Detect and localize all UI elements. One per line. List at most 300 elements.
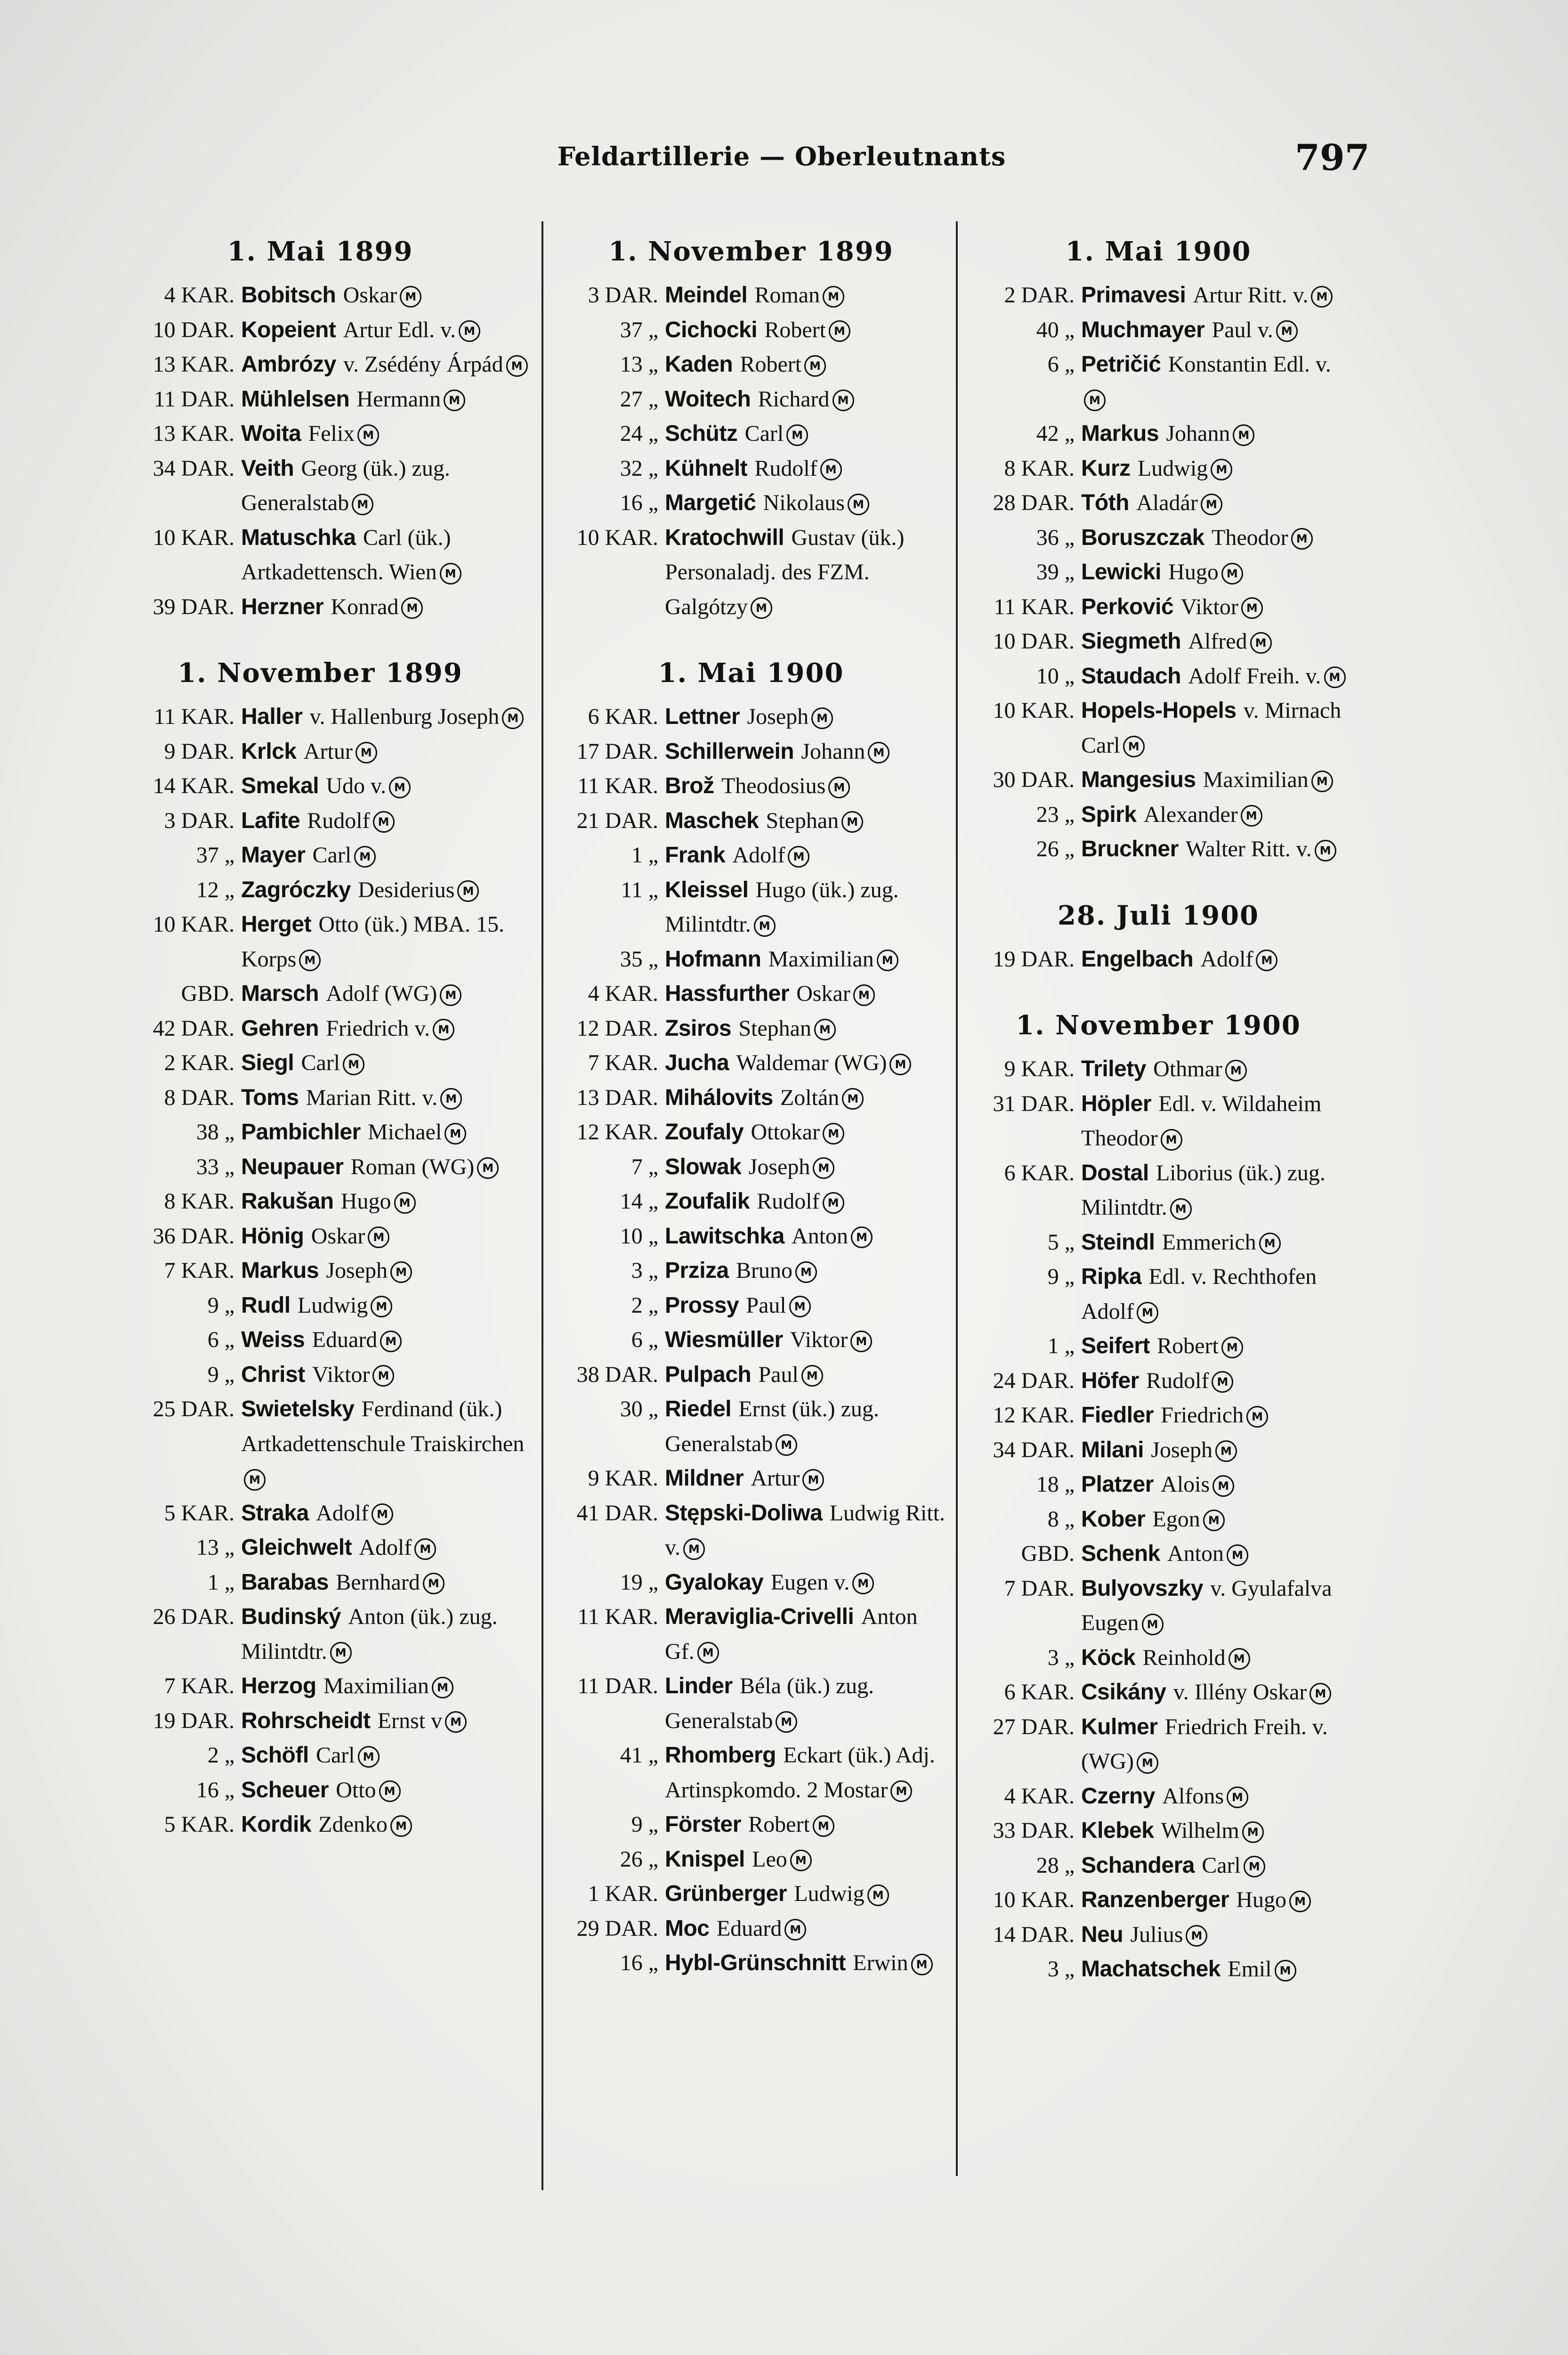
- unit-rank: 29 DAR.: [576, 1916, 658, 1941]
- surname: Neu: [1081, 1922, 1123, 1947]
- officer-entry: [108, 1323, 532, 1357]
- medal-m-icon: M: [868, 742, 889, 763]
- unit-rank: 7 KAR.: [588, 1050, 658, 1075]
- officer-text: [665, 1807, 951, 1842]
- officer-text: [241, 1046, 532, 1080]
- medal-m-icon: M: [352, 494, 373, 515]
- officer-entry: [108, 1288, 532, 1323]
- medal-m-icon: M: [1215, 1440, 1237, 1462]
- surname: Zagróczky: [241, 877, 351, 902]
- surname: Zoufalik: [665, 1189, 750, 1214]
- medal-m-icon: M: [1186, 1925, 1207, 1947]
- given-names: Zdenko: [318, 1812, 388, 1837]
- officer-entry: [551, 1946, 951, 1981]
- officer-text: [665, 1011, 951, 1046]
- given-names: Carl (ük.) Artkadettensch. Wien: [241, 525, 451, 585]
- surname: Rakušan: [241, 1189, 334, 1214]
- officer-entry: [965, 1848, 1351, 1883]
- officer-text: [241, 838, 532, 873]
- officer-entry: [551, 1357, 951, 1392]
- unit-rank: 14 KAR.: [153, 773, 234, 798]
- given-names: Friedrich v.: [326, 1015, 430, 1041]
- surname: Kratochwill: [665, 525, 784, 550]
- medal-m-icon: M: [1250, 632, 1272, 654]
- section-heading: 1. November 1899: [178, 658, 463, 689]
- given-names: Carl: [315, 1743, 355, 1768]
- unit-rank: 7 DAR.: [1004, 1575, 1075, 1601]
- officer-text: [1081, 278, 1351, 313]
- medal-m-icon: M: [390, 1815, 412, 1837]
- surname: Schöfl: [241, 1743, 309, 1768]
- officer-entry: [965, 1259, 1351, 1329]
- officer-text: [241, 1011, 532, 1046]
- officer-entry: [108, 1357, 532, 1392]
- officer-text: [1081, 832, 1351, 867]
- unit-rank: 3 DAR.: [588, 283, 658, 308]
- unit-rank: 11 KAR.: [994, 594, 1075, 619]
- officer-entry: [551, 1253, 951, 1288]
- officer-text: [241, 1253, 532, 1288]
- officer-entry: [108, 1773, 532, 1808]
- surname: Hönig: [241, 1223, 304, 1249]
- medal-m-icon: M: [848, 494, 869, 515]
- medal-m-icon: M: [823, 1123, 844, 1145]
- medal-m-icon: M: [889, 1054, 911, 1075]
- officer-entry: [965, 278, 1351, 313]
- surname: Schandera: [1081, 1852, 1195, 1878]
- unit-rank: 18 „: [1036, 1472, 1075, 1497]
- surname: Krlck: [241, 739, 297, 764]
- surname: Weiss: [241, 1327, 305, 1352]
- officer-entry: [551, 1461, 951, 1496]
- officer-entry: [965, 1813, 1351, 1848]
- given-names: Artur Ritt. v.: [1193, 283, 1309, 308]
- officer-entry: [108, 1669, 532, 1704]
- unit-rank: 1 „: [207, 1569, 234, 1595]
- given-names: Bruno: [736, 1258, 792, 1283]
- medal-m-icon: M: [445, 1123, 466, 1145]
- unit-rank: 31 DAR.: [993, 1091, 1075, 1116]
- unit-rank: 41 DAR.: [576, 1500, 658, 1526]
- officer-entry: [965, 520, 1351, 555]
- officer-entry: [965, 1952, 1351, 1987]
- medal-m-icon: M: [1241, 805, 1262, 827]
- officer-entry: [965, 1329, 1351, 1364]
- officer-text: [241, 1150, 532, 1185]
- surname: Frank: [665, 843, 726, 868]
- officer-text: [241, 1219, 532, 1254]
- section-heading: 1. Mai 1900: [658, 658, 844, 689]
- officer-entry: [965, 1467, 1351, 1502]
- officer-text: [665, 1219, 951, 1254]
- medal-m-icon: M: [1315, 840, 1336, 861]
- surname: Petričić: [1081, 352, 1161, 377]
- surname: Straka: [241, 1500, 309, 1526]
- officer-entry: [551, 1807, 951, 1842]
- medal-m-icon: M: [380, 1331, 402, 1352]
- surname: Scheuer: [241, 1777, 329, 1803]
- officer-text: [1081, 520, 1351, 555]
- given-names: Marian Ritt. v.: [306, 1085, 438, 1110]
- surname: Höpler: [1081, 1091, 1152, 1116]
- surname: Perković: [1081, 594, 1174, 619]
- surname: Pambichler: [241, 1120, 361, 1145]
- medal-m-icon: M: [1221, 563, 1243, 585]
- surname: Maschek: [665, 808, 759, 833]
- surname: Schenk: [1081, 1541, 1160, 1566]
- given-names: Paul v.: [1212, 317, 1273, 342]
- surname: Kober: [1081, 1506, 1146, 1532]
- given-names: Adolf: [732, 843, 785, 868]
- surname: Budinský: [241, 1604, 341, 1629]
- officer-text: [1081, 1848, 1351, 1883]
- officer-entry: [108, 1704, 532, 1738]
- officer-text: [665, 1184, 951, 1219]
- medal-m-icon: M: [330, 1642, 352, 1664]
- medal-m-icon: M: [754, 915, 776, 937]
- officer-entry: [965, 1675, 1351, 1710]
- officer-text: [241, 1115, 532, 1150]
- officer-entry: [965, 1364, 1351, 1398]
- medal-m-icon: M: [852, 1573, 874, 1594]
- given-names: Otto: [336, 1777, 376, 1803]
- given-names: Konstantin Edl. v.: [1168, 352, 1331, 377]
- surname: Stępski-Doliwa: [665, 1500, 823, 1526]
- officer-entry: [551, 416, 951, 451]
- given-names: Alexander: [1143, 802, 1238, 827]
- given-names: Ludwig: [794, 1881, 865, 1906]
- surname: Linder: [665, 1673, 733, 1698]
- medal-m-icon: M: [1233, 424, 1254, 446]
- surname: Lafite: [241, 808, 300, 833]
- surname: Riedel: [665, 1397, 732, 1421]
- officer-text: [1081, 763, 1351, 797]
- medal-m-icon: M: [1291, 528, 1313, 550]
- officer-text: [665, 942, 951, 977]
- officer-entry: [965, 590, 1351, 625]
- given-names: Anton: [1167, 1541, 1224, 1566]
- officer-entry: [108, 873, 532, 908]
- unit-rank: 23 „: [1036, 802, 1075, 827]
- officer-entry: [965, 1087, 1351, 1156]
- unit-rank: 11 DAR.: [577, 1673, 658, 1698]
- given-names: Anton Gf.: [665, 1604, 918, 1664]
- unit-rank: 19 DAR.: [993, 946, 1075, 972]
- given-names: Adolf (WG): [326, 981, 437, 1006]
- surname: Spirk: [1081, 802, 1137, 827]
- given-names: Ferdinand (ük.) Artkadettenschule Traiskirchen: [241, 1397, 525, 1456]
- unit-rank: 2 „: [631, 1292, 658, 1318]
- unit-rank: 10 DAR.: [993, 629, 1075, 654]
- officer-text: [1081, 416, 1351, 451]
- officer-text: [1081, 624, 1351, 659]
- given-names: Anton: [792, 1223, 849, 1249]
- medal-m-icon: M: [379, 1780, 401, 1802]
- medal-m-icon: M: [1244, 1856, 1265, 1877]
- unit-rank: GBD.: [181, 981, 234, 1006]
- given-names: Adolf: [316, 1500, 369, 1526]
- officer-text: [1081, 590, 1351, 625]
- medal-m-icon: M: [788, 846, 809, 868]
- officer-entry: [965, 451, 1351, 486]
- medal-m-icon: M: [841, 811, 863, 833]
- given-names: Maximilian: [323, 1673, 429, 1698]
- officer-text: [241, 734, 532, 769]
- medal-m-icon: M: [368, 1226, 389, 1248]
- given-names: Theodosius: [721, 773, 826, 798]
- surname: Milani: [1081, 1437, 1144, 1462]
- given-names: Carl: [744, 421, 784, 446]
- medal-m-icon: M: [1256, 950, 1277, 971]
- given-names: Rudolf: [1146, 1368, 1209, 1393]
- medal-m-icon: M: [1201, 494, 1222, 515]
- unit-rank: 38 „: [196, 1120, 234, 1145]
- officer-entry: [965, 1917, 1351, 1952]
- medal-m-icon: M: [389, 777, 411, 798]
- surname: Gleichwelt: [241, 1535, 352, 1560]
- unit-rank: 27 „: [620, 386, 658, 412]
- unit-rank: 4 KAR.: [1004, 1783, 1075, 1809]
- surname: Haller: [241, 704, 303, 729]
- officer-text: [665, 1046, 951, 1080]
- officer-entry: [551, 769, 951, 804]
- officer-text: [665, 313, 951, 348]
- given-names: Robert: [748, 1812, 810, 1837]
- officer-text: [1081, 1225, 1351, 1260]
- officer-text: [1081, 1156, 1351, 1225]
- officer-entry: [108, 416, 532, 451]
- surname: Schütz: [665, 421, 738, 446]
- officer-entry: [551, 1150, 951, 1185]
- officer-entry: [108, 1496, 532, 1531]
- given-names: Ludwig: [1137, 455, 1208, 481]
- medal-m-icon: M: [400, 286, 421, 308]
- officer-entry: [965, 1156, 1351, 1225]
- unit-rank: 7 KAR.: [164, 1258, 234, 1283]
- medal-m-icon: M: [299, 950, 321, 971]
- surname: Slowak: [665, 1154, 742, 1179]
- officer-entry: [965, 555, 1351, 590]
- given-names: Bernhard: [336, 1569, 420, 1595]
- unit-rank: 21 DAR.: [576, 808, 658, 833]
- officer-entry: [551, 699, 951, 734]
- unit-rank: 11 KAR.: [577, 1604, 658, 1629]
- medal-m-icon: M: [829, 320, 850, 342]
- given-names: Georg (ük.) zug. Generalstab: [241, 455, 450, 515]
- officer-entry: [965, 693, 1351, 763]
- medal-m-icon: M: [786, 424, 808, 446]
- medal-m-icon: M: [477, 1157, 499, 1179]
- unit-rank: 16 „: [196, 1777, 234, 1803]
- given-names: Oskar: [343, 283, 397, 308]
- given-names: Anton (ük.) zug. Milintdtr.: [241, 1604, 498, 1664]
- surname: Marsch: [241, 981, 319, 1006]
- officer-text: [241, 699, 532, 734]
- officer-text: [241, 278, 532, 313]
- officer-entry: [108, 1253, 532, 1288]
- officer-text: [241, 1530, 532, 1565]
- surname: Tóth: [1081, 490, 1129, 515]
- officer-entry: [551, 976, 951, 1011]
- given-names: Eduard: [716, 1916, 782, 1941]
- given-names: Walter Ritt. v.: [1186, 836, 1312, 861]
- officer-text: [241, 804, 532, 838]
- officer-entry: [551, 838, 951, 873]
- officer-text: [241, 873, 532, 908]
- page-number: 797: [1295, 137, 1370, 179]
- surname: Kurz: [1081, 455, 1131, 481]
- officer-entry: [965, 1225, 1351, 1260]
- given-names: Rudolf: [757, 1189, 820, 1214]
- officer-text: [241, 382, 532, 417]
- surname: Boruszczak: [1081, 525, 1204, 550]
- officer-entry: [551, 1011, 951, 1046]
- medal-m-icon: M: [354, 846, 376, 868]
- given-names: Paul: [746, 1292, 786, 1318]
- officer-text: [1081, 486, 1351, 520]
- given-names: Viktor: [790, 1327, 848, 1352]
- officer-text: [665, 769, 951, 804]
- given-names: Rudolf: [754, 455, 817, 481]
- unit-rank: 32 „: [620, 455, 658, 481]
- medal-m-icon: M: [911, 1954, 933, 1975]
- unit-rank: 1 KAR.: [588, 1881, 658, 1906]
- officer-text: [241, 769, 532, 804]
- surname: Czerny: [1081, 1783, 1156, 1809]
- surname: Bobitsch: [241, 283, 336, 308]
- officer-entry: [965, 797, 1351, 832]
- surname: Zoufaly: [665, 1120, 744, 1145]
- given-names: Alfons: [1162, 1783, 1224, 1809]
- unit-rank: 13 DAR.: [576, 1085, 658, 1110]
- given-names: Hugo: [1168, 560, 1219, 585]
- surname: Köck: [1081, 1645, 1136, 1670]
- column-2: [551, 236, 951, 1981]
- medal-m-icon: M: [506, 355, 528, 377]
- surname: Ambrózy: [241, 352, 336, 377]
- given-names: Hugo (ük.) zug. Milintdtr.: [665, 877, 899, 937]
- officer-text: [665, 838, 951, 873]
- officer-entry: [551, 1219, 951, 1254]
- officer-text: [1081, 1087, 1351, 1156]
- given-names: Friedrich Freih. v. (WG): [1081, 1714, 1328, 1774]
- officer-text: [665, 699, 951, 734]
- surname: Schillerwein: [665, 739, 794, 764]
- unit-rank: 13 „: [196, 1535, 234, 1560]
- medal-m-icon: M: [1211, 459, 1232, 480]
- unit-rank: 3 „: [1047, 1957, 1075, 1981]
- officer-text: [241, 1669, 532, 1704]
- medal-m-icon: M: [372, 1365, 394, 1387]
- unit-rank: 14 „: [620, 1189, 658, 1214]
- given-names: Hermann: [356, 386, 441, 412]
- officer-text: [1081, 1952, 1351, 1987]
- medal-m-icon: M: [804, 355, 826, 377]
- officer-entry: [551, 1115, 951, 1150]
- medal-m-icon: M: [890, 1780, 912, 1802]
- medal-m-icon: M: [842, 1088, 864, 1110]
- officer-text: [1081, 1052, 1351, 1087]
- medal-m-icon: M: [1225, 1060, 1247, 1081]
- officer-entry: [551, 278, 951, 313]
- unit-rank: 1 „: [1047, 1333, 1075, 1358]
- surname: Hopels-Hopels: [1081, 698, 1237, 723]
- officer-text: [241, 590, 532, 625]
- surname: Markus: [241, 1258, 319, 1283]
- officer-text: [665, 278, 951, 313]
- given-names: Hugo: [340, 1189, 391, 1214]
- officer-entry: [108, 1184, 532, 1219]
- officer-entry: [108, 838, 532, 873]
- unit-rank: 10 DAR.: [153, 317, 234, 342]
- surname: Markus: [1081, 421, 1159, 446]
- given-names: Carl: [301, 1050, 340, 1075]
- officer-text: [241, 520, 532, 590]
- officer-text: [1081, 1779, 1351, 1814]
- officer-text: [1081, 1467, 1351, 1502]
- officer-text: [1081, 1398, 1351, 1433]
- unit-rank: 2 DAR.: [1004, 283, 1075, 308]
- given-names: Ottokar: [751, 1120, 820, 1145]
- unit-rank: 6 „: [207, 1327, 234, 1352]
- surname: Veith: [241, 455, 294, 481]
- given-names: Viktor: [1180, 594, 1238, 619]
- surname: Toms: [241, 1085, 299, 1110]
- surname: Steindl: [1081, 1229, 1155, 1255]
- given-names: Ernst v: [377, 1708, 443, 1733]
- officer-text: [665, 1288, 951, 1323]
- surname: Mildner: [665, 1466, 744, 1491]
- officer-text: [1081, 797, 1351, 832]
- surname: Meindel: [665, 283, 748, 308]
- given-names: Richard: [758, 386, 830, 412]
- given-names: Edl. v. Wildaheim Theodor: [1081, 1091, 1322, 1151]
- officer-entry: [551, 1184, 951, 1219]
- officer-text: [1081, 659, 1351, 694]
- given-names: Adolf Freih. v.: [1188, 663, 1321, 689]
- section-heading: 1. November 1899: [608, 236, 894, 267]
- given-names: Béla (ük.) zug. Generalstab: [665, 1673, 874, 1733]
- unit-rank: 30 DAR.: [993, 767, 1075, 792]
- column-3: [965, 236, 1351, 1987]
- unit-rank: 12 „: [196, 877, 234, 902]
- medal-m-icon: M: [414, 1538, 436, 1560]
- medal-m-icon: M: [828, 777, 850, 798]
- unit-rank: 19 DAR.: [153, 1708, 234, 1733]
- unit-rank: 6 KAR.: [588, 704, 658, 729]
- surname: Hybl-Grünschnitt: [665, 1950, 846, 1975]
- medal-m-icon: M: [1142, 1614, 1164, 1635]
- medal-m-icon: M: [1137, 1302, 1158, 1324]
- given-names: Egon: [1152, 1506, 1200, 1532]
- unit-rank: 11 DAR.: [154, 386, 234, 412]
- medal-m-icon: M: [1227, 1787, 1248, 1808]
- medal-m-icon: M: [371, 1296, 392, 1317]
- given-names: Joseph: [326, 1258, 388, 1283]
- surname: Prossy: [665, 1292, 739, 1318]
- medal-m-icon: M: [1123, 736, 1145, 757]
- given-names: Felix: [308, 421, 355, 446]
- medal-m-icon: M: [1276, 320, 1298, 342]
- officer-entry: [108, 734, 532, 769]
- given-names: Reinhold: [1142, 1645, 1226, 1670]
- surname: Zsiros: [665, 1015, 732, 1041]
- surname: Brož: [665, 773, 714, 798]
- surname: Staudach: [1081, 663, 1181, 689]
- given-names: Joseph: [1151, 1437, 1212, 1462]
- given-names: Maximilian: [768, 946, 874, 972]
- medal-m-icon: M: [801, 1365, 823, 1387]
